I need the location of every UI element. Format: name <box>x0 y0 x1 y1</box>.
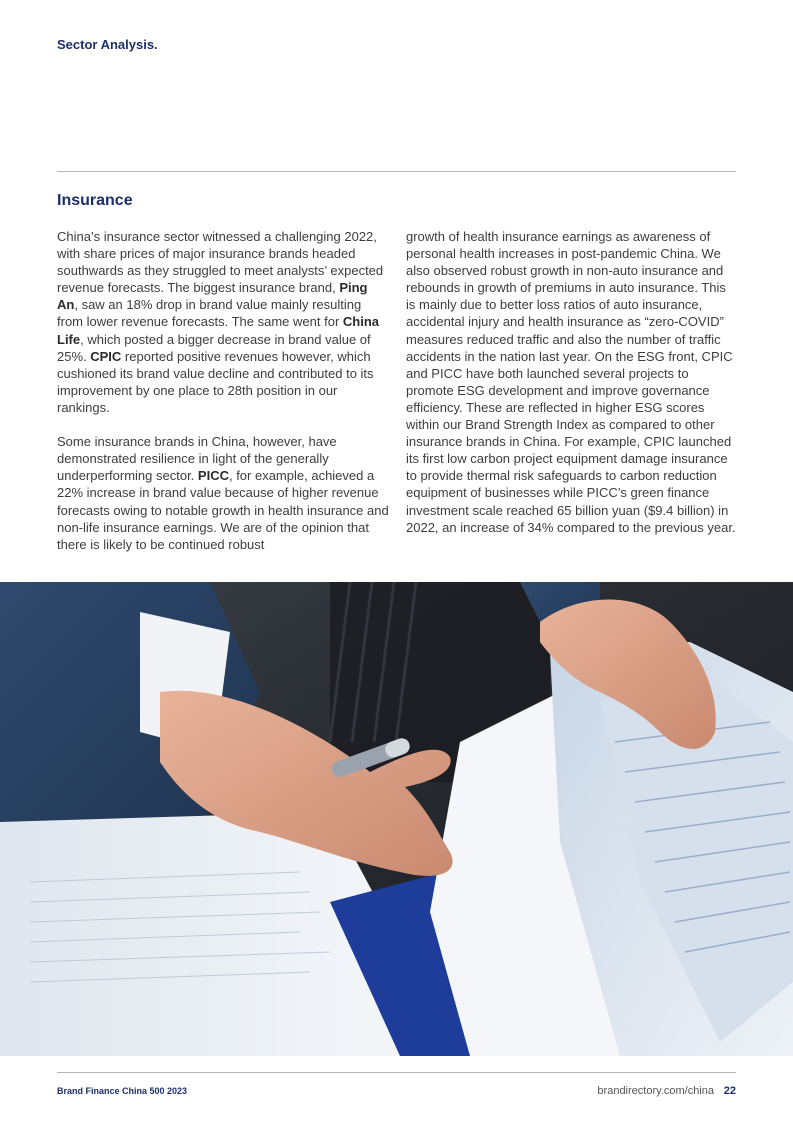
brand-picc: PICC <box>197 468 229 484</box>
brand-ping-an: Ping An <box>57 280 368 313</box>
footer-publication: Brand Finance China 500 2023 <box>57 1086 188 1096</box>
footer-url-link[interactable]: brandirectory.com/china <box>597 1085 714 1097</box>
left-column <box>57 228 390 553</box>
right-column <box>406 228 738 536</box>
brand-cpic: CPIC <box>90 348 122 364</box>
brand-china-life: China Life <box>57 314 380 347</box>
section-label: Sector Analysis. <box>57 37 158 52</box>
article-heading: Insurance <box>57 192 133 209</box>
bottom-divider <box>57 1072 736 1073</box>
insurance-documents-photo <box>0 582 793 1056</box>
left-paragraph-2: Some insurance brands in China, however, have demonstrated resilience in light of the generally underperforming sector. PICC, for example, achieved a 22% increase in brand value because of higher revenue forecasts owing to notable growth in health insurance and non-life insurance earnings. We are of the opinion that there is likely to be continued robust <box>57 434 389 552</box>
page-number: 22 <box>723 1085 736 1097</box>
top-divider <box>57 171 736 172</box>
right-paragraph-1: growth of health insurance earnings as awareness of personal health increases in post-pandemic China. We also observed robust growth in non-auto insurance and rebounds in growth of premiums in auto insurance. This is mainly due to better loss ratios of auto insurance, accidental injury and health insurance as “zero-COVID” measures reduced traffic and also the number of traffic accidents in the nation last year. On the ESG front, CPIC and PICC have both launched several projects to promote ESG development and improve governance efficiency. These are reflected in higher ESG scores within our Brand Strength Index as compared to other insurance brands in China. For example, CPIC launched its first low carbon project equipment damage insurance to provide thermal risk safeguards to carbon reduction equipment of businesses while PICC’s green finance investment scale reached 65 billion yuan ($9.4 billion) in 2022, an increase of 34% compared to the previous year. <box>406 229 736 535</box>
left-paragraph-1: China’s insurance sector witnessed a challenging 2022, with share prices of major insurance brands headed southwards as they struggled to meet analysts’ expected revenue forecasts. The biggest insurance brand, Ping An, saw an 18% drop in brand value mainly resulting from lower revenue forecasts. The same went for China Life, which posted a bigger decrease in brand value of 25%. CPIC reported positive revenues however, which cushioned its brand value decline and contributed to its improvement by one place to 28th position in our rankings. <box>57 229 384 415</box>
